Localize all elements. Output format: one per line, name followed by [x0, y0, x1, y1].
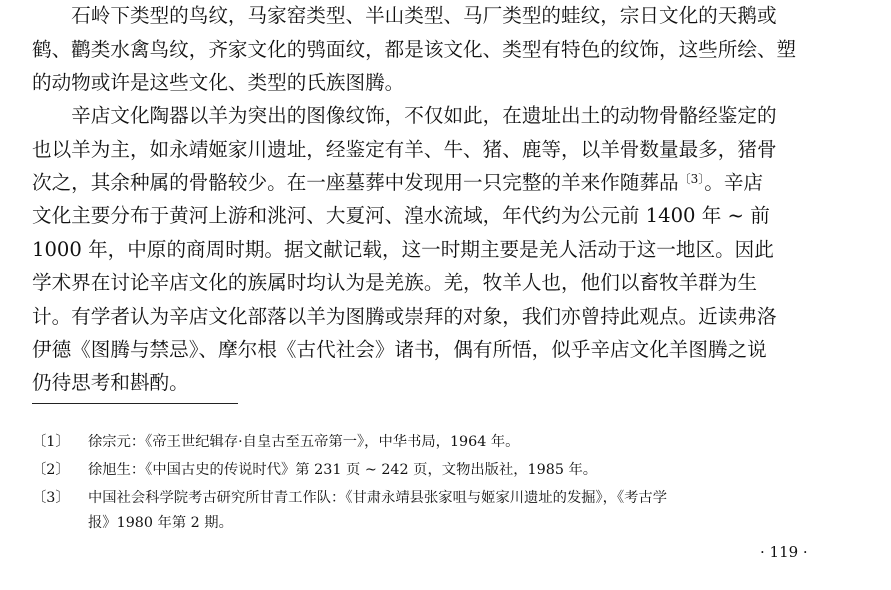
body-line-2: 鹤、鹳类水禽鸟纹，齐家文化的鸮面纹，都是该文化、类型有特色的纹饰，这些所绘、塑 — [32, 38, 797, 61]
body-line-12: 仍待思考和斟酌。 — [32, 371, 189, 394]
body-line-8: 1000 年，中原的商周时期。据文献记载，这一时期主要是羌人活动于这一地区。因此 — [32, 238, 774, 261]
body-line-7: 文化主要分布于黄河上游和洮河、大夏河、湟水流域，年代约为公元前 1400 年 ~ 前 — [32, 204, 770, 227]
body-line-5: 也以羊为主，如永靖姬家川遗址，经鉴定有羊、牛、猪、鹿等，以羊骨数量最多，猪骨 — [32, 138, 777, 161]
body-line-10: 计。有学者认为辛店文化部落以羊为图腾或崇拜的对象，我们亦曾持此观点。近读弗洛 — [32, 305, 777, 328]
footnote-ref-3[interactable]: 〔3〕 — [678, 172, 705, 186]
body-line-9: 学术界在讨论辛店文化的族属时均认为是羌族。羌，牧羊人也，他们以畜牧羊群为生 — [32, 271, 757, 294]
body-line-4: 辛店文化陶器以羊为突出的图像纹饰，不仅如此，在遗址出土的动物骨骼经鉴定的 — [32, 104, 777, 127]
footnote-text-3-cont: 报》1980 年第 2 期。 — [88, 515, 233, 531]
footnote-divider — [32, 403, 238, 404]
body-line-6-tail: 。辛店 — [704, 171, 764, 194]
footnote-text-1: 徐宗元：《帝王世纪辑存·自皇古至五帝第一》，中华书局，1964 年。 — [88, 434, 520, 450]
page-number: · 119 · — [760, 543, 808, 561]
footnote-text-2: 徐旭生：《中国古史的传说时代》第 231 页 ~ 242 页，文物出版社，1985 年。 — [88, 462, 598, 478]
body-line-1: 石岭下类型的鸟纹，马家窑类型、半山类型、马厂类型的蛙纹，宗日文化的天鹅或 — [32, 4, 777, 27]
body-line-6 — [32, 171, 763, 195]
body-line-3: 的动物或许是这些文化、类型的氏族图腾。 — [32, 71, 405, 94]
footnote-mark-3: 〔3〕 — [32, 490, 70, 506]
body-line-6-text: 次之，其余种属的骨骼较少。在一座墓葬中发现用一只完整的羊来作随葬品 — [32, 171, 679, 194]
footnote-mark-2: 〔2〕 — [32, 462, 70, 478]
footnote-text-3: 中国社会科学院考古研究所甘青工作队：《甘肃永靖县张家咀与姬家川遗址的发掘》，《考古学 — [88, 490, 668, 506]
footnote-mark-1: 〔1〕 — [32, 434, 70, 450]
body-line-11: 伊德《图腾与禁忌》、摩尔根《古代社会》诸书，偶有所悟，似乎辛店文化羊图腾之说 — [32, 338, 767, 361]
